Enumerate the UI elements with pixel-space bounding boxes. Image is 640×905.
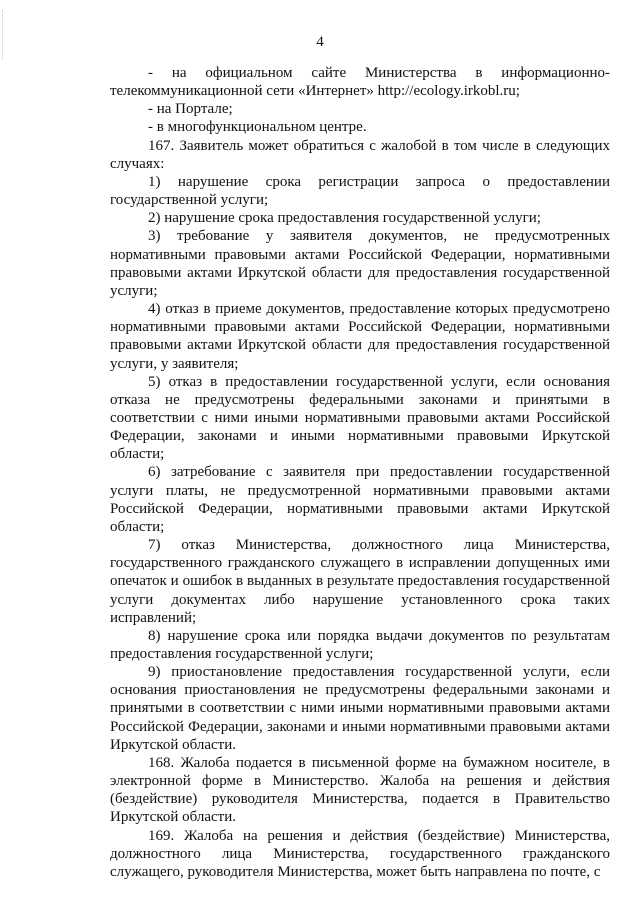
list-item-8: 8) нарушение срока или порядка выдачи документов по результатам предоставления государственной услуги; — [110, 627, 610, 662]
list-item-1: 1) нарушение срока регистрации запроса о предоставлении государственной услуги; — [110, 173, 610, 209]
paragraph-portal: - на Портале; — [148, 101, 233, 118]
paragraph-167: 167. Заявитель может обратиться с жалобой в том числе в следующих случаях: — [110, 137, 610, 172]
document-body — [110, 64, 610, 881]
list-item-5: 5) отказ в предоставлении государственной услуги, если основания отказа не предусмотрены федеральными законами и принятыми в соответствии с ними иными нормативными правовыми актами Российской Федерации, законами и иными нормативными правовыми Иркутской области; — [110, 373, 610, 463]
list-item-2: 2) нарушение срока предоставления государственной услуги; — [148, 210, 541, 227]
list-item-9: 9) приостановление предоставления государственной услуги, если основания приостановления не предусмотрены федеральными законами и принятыми в соответствии с ними иными нормативными правовыми актами Российской Федерации, законами и иными нормативными правовыми актами Иркутской области. — [110, 664, 610, 753]
list-item-7: 7) отказ Министерства, должностного лица Министерства, государственного гражданского служащего в исправлении допущенных ими опечаток и ошибок в выданных в результате предоставления государственной услуги документах либо нарушение установленного срока таких исправлений; — [110, 537, 610, 626]
list-item-4: 4) отказ в приеме документов, предоставление которых предусмотрено нормативными правовыми актами Российской Федерации, нормативными правовыми актами Иркутской области для предоставления государственной услуги, у заявителя; — [110, 301, 610, 372]
list-item-3: 3) требование у заявителя документов, не предусмотренных нормативными правовыми актами Российской Федерации, нормативными правовыми актами Иркутской области для предоставления государственной услуги; — [110, 228, 610, 299]
paragraph-168: 168. Жалоба подается в письменной форме на бумажном носителе, в электронной форме в Министерство. Жалоба на решения и действия (бездействие) руководителя Министерства, подается в Правительство Иркутской области. — [110, 754, 610, 826]
paragraph-website: - на официальном сайте Министерства в информационно-телекоммуникационной сети «Интернет» http://ecology.irkobl.ru; — [110, 65, 610, 100]
paragraph-mfc: - в многофункциональном центре. — [148, 119, 367, 136]
list-item-6: 6) затребование с заявителя при предоставлении государственной услуги платы, не предусмотренной нормативными правовыми актами Российской Федерации, нормативными правовыми актами Иркутской области; — [110, 464, 610, 535]
page-number: 4 — [316, 34, 324, 50]
paragraph-169: 169. Жалоба на решения и действия (бездействие) Министерства, должностного лица Министерства, государственного гражданского служащего, руководителя Министерства, может быть направлена по почте, с — [110, 827, 610, 880]
